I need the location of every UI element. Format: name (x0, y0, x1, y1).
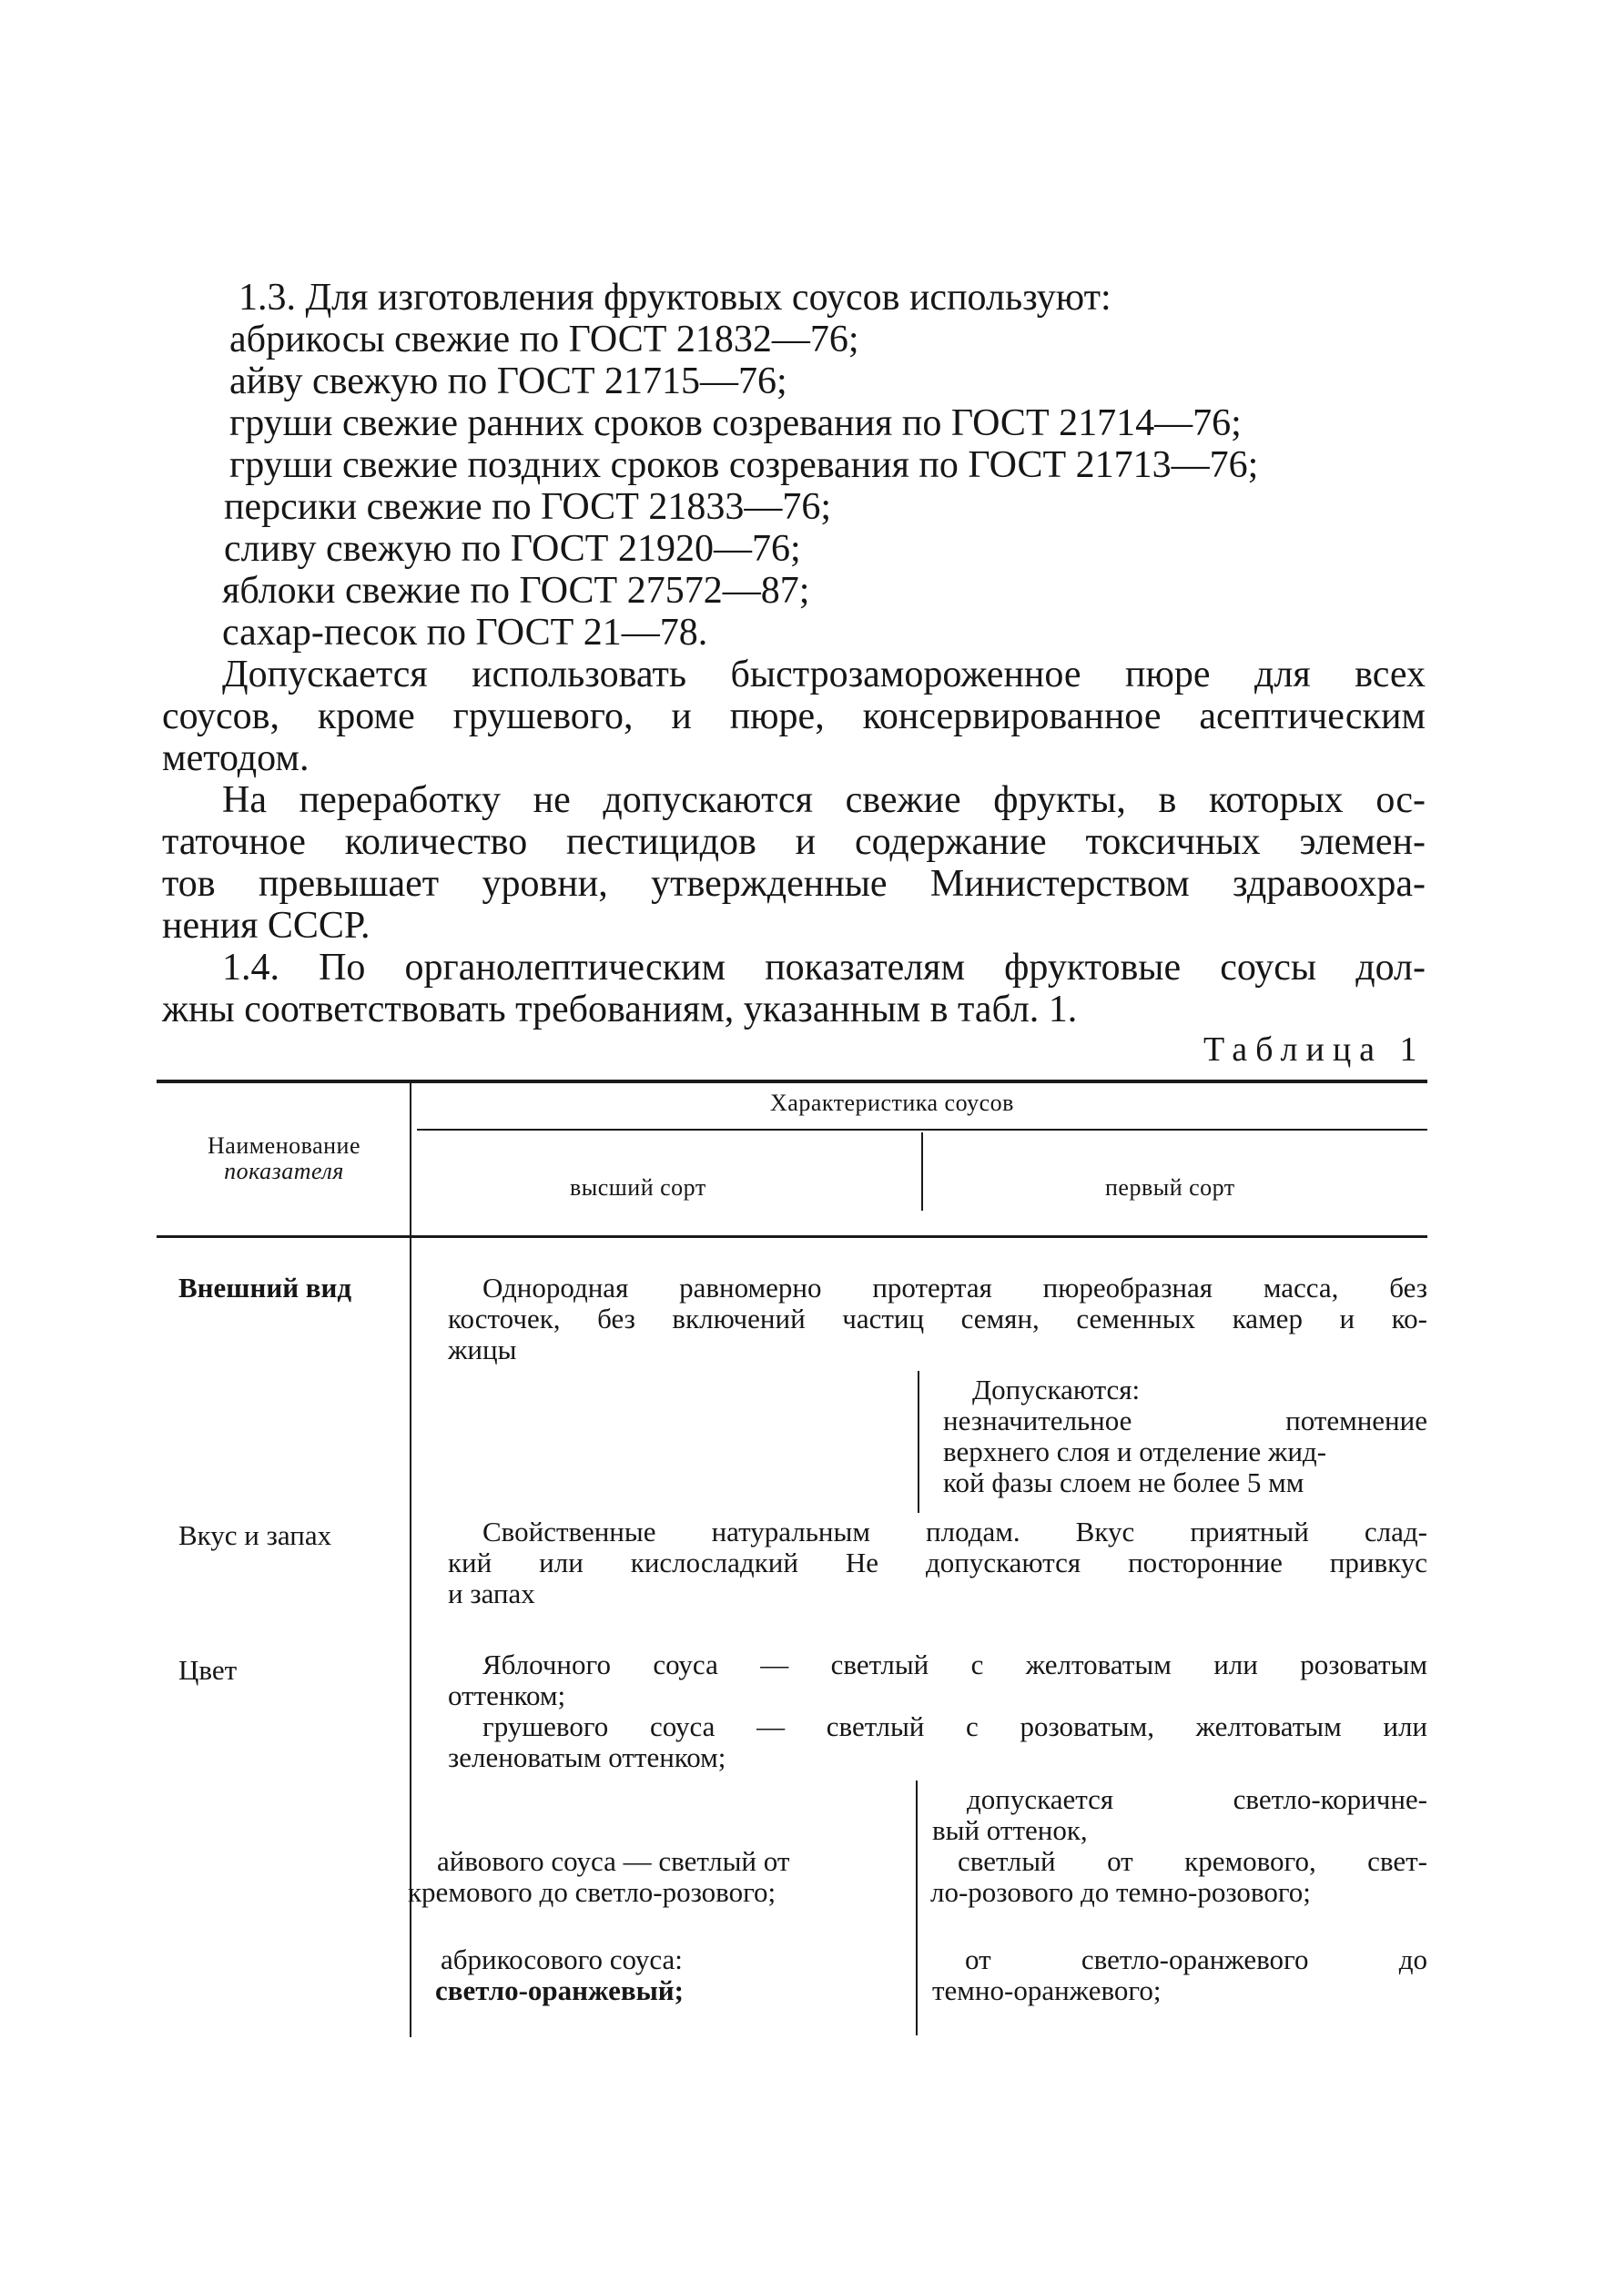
list-item: груши свежие поздних сроков созревания по ГОСТ 21713—76; (229, 444, 1259, 486)
cell-line: Яблочного соуса — светлый с желтоватым или розоватым (482, 1649, 1427, 1680)
cell-line: кой фазы слоем не более 5 мм (943, 1466, 1304, 1498)
cell-line: от светло-оранжевого до (965, 1943, 1427, 1975)
header-group-title: Характеристика соусов (770, 1090, 1014, 1116)
cell-line: допускается светло-коричне- (967, 1783, 1427, 1815)
grade-column-rule (921, 1132, 923, 1211)
cell-line: ло-розового до темно-розового; (930, 1876, 1311, 1908)
cell-line: темно-оранжевого; (932, 1974, 1162, 2006)
table-top-rule (157, 1080, 1427, 1083)
list-item: персики свежие по ГОСТ 21833—76; (224, 486, 832, 528)
paragraph-line: соусов, кроме грушевого, и пюре, консервированное асептическим (162, 695, 1426, 737)
paragraph-line: методом. (162, 737, 310, 779)
cell-line: и запах (448, 1578, 535, 1609)
row-name-appearance: Внешний вид (178, 1272, 352, 1304)
section-1-3-heading: 1.3. Для изготовления фруктовых соусов используют: (239, 277, 1111, 319)
cell-line: жицы (448, 1334, 517, 1365)
cell-line: оттенком; (448, 1679, 566, 1711)
header-indicator: Наименование (208, 1132, 360, 1159)
cell-line: зеленоватым оттенком; (448, 1741, 726, 1773)
cell-line: Допускаются: (972, 1374, 1141, 1405)
list-item: сахар-песок по ГОСТ 21—78. (222, 612, 708, 654)
paragraph-line: 1.4. По органолептическим показателям фруктовые соусы дол- (222, 947, 1426, 989)
cell-line: айвового соуса — светлый от (437, 1845, 790, 1877)
header-grade-top: высший сорт (570, 1174, 706, 1201)
cell-line: Свойственные натуральным плодам. Вкус приятный слад- (482, 1516, 1427, 1547)
grade-column-rule (916, 1781, 918, 2035)
cell-line: кий или кислосладкий Не допускаются посторонние привкус (448, 1547, 1427, 1578)
list-item: айву свежую по ГОСТ 21715—76; (229, 360, 787, 402)
cell-line: грушевого соуса — светлый с розоватым, желтоватым или (482, 1710, 1427, 1742)
list-item: сливу свежую по ГОСТ 21920—76; (224, 528, 801, 570)
paragraph-line: На переработку не допускаются свежие фрукты, в которых ос- (222, 779, 1426, 821)
cell-line: незначительное потемнение (943, 1405, 1427, 1436)
cell-line: вый оттенок, (932, 1814, 1088, 1846)
row-name-taste: Вкус и запах (178, 1519, 332, 1551)
paragraph-line: тов превышает уровни, утвержденные Министерством здравоохра- (162, 863, 1426, 905)
paragraph-line: Допускается использовать быстрозамороженное пюре для всех (222, 654, 1426, 695)
cell-line: абрикосового соуса: (441, 1943, 683, 1975)
row-name-color: Цвет (178, 1654, 238, 1686)
cell-line: верхнего слоя и отделение жид- (943, 1436, 1327, 1467)
paragraph-line: жны соответствовать требованиям, указанным в табл. 1. (162, 989, 1078, 1030)
grade-column-rule (918, 1371, 919, 1513)
cell-line: Однородная равномерно протертая пюреобразная масса, без (482, 1272, 1427, 1304)
cell-line: светлый от кремового, свет- (958, 1845, 1427, 1877)
list-item: яблоки свежие по ГОСТ 27572—87; (222, 570, 810, 612)
paragraph-line: нения СССР. (162, 905, 370, 947)
header-indicator-sub: показателя (224, 1158, 344, 1184)
list-item: груши свежие ранних сроков созревания по ГОСТ 21714—76; (229, 402, 1242, 444)
cell-line: светло-оранжевый; (435, 1974, 684, 2006)
header-group-rule (417, 1129, 1427, 1131)
header-grade-first: первый сорт (1105, 1174, 1235, 1201)
cell-line: косточек, без включений частиц семян, семенных камер и ко- (448, 1303, 1427, 1334)
list-item: абрикосы свежие по ГОСТ 21832—76; (229, 319, 859, 360)
paragraph-line: таточное количество пестицидов и содержание токсичных элемен- (162, 821, 1426, 863)
header-bottom-rule (157, 1235, 1427, 1238)
cell-line: кремового до светло-розового; (408, 1876, 776, 1908)
table-caption: Таблица 1 (1203, 1030, 1426, 1069)
